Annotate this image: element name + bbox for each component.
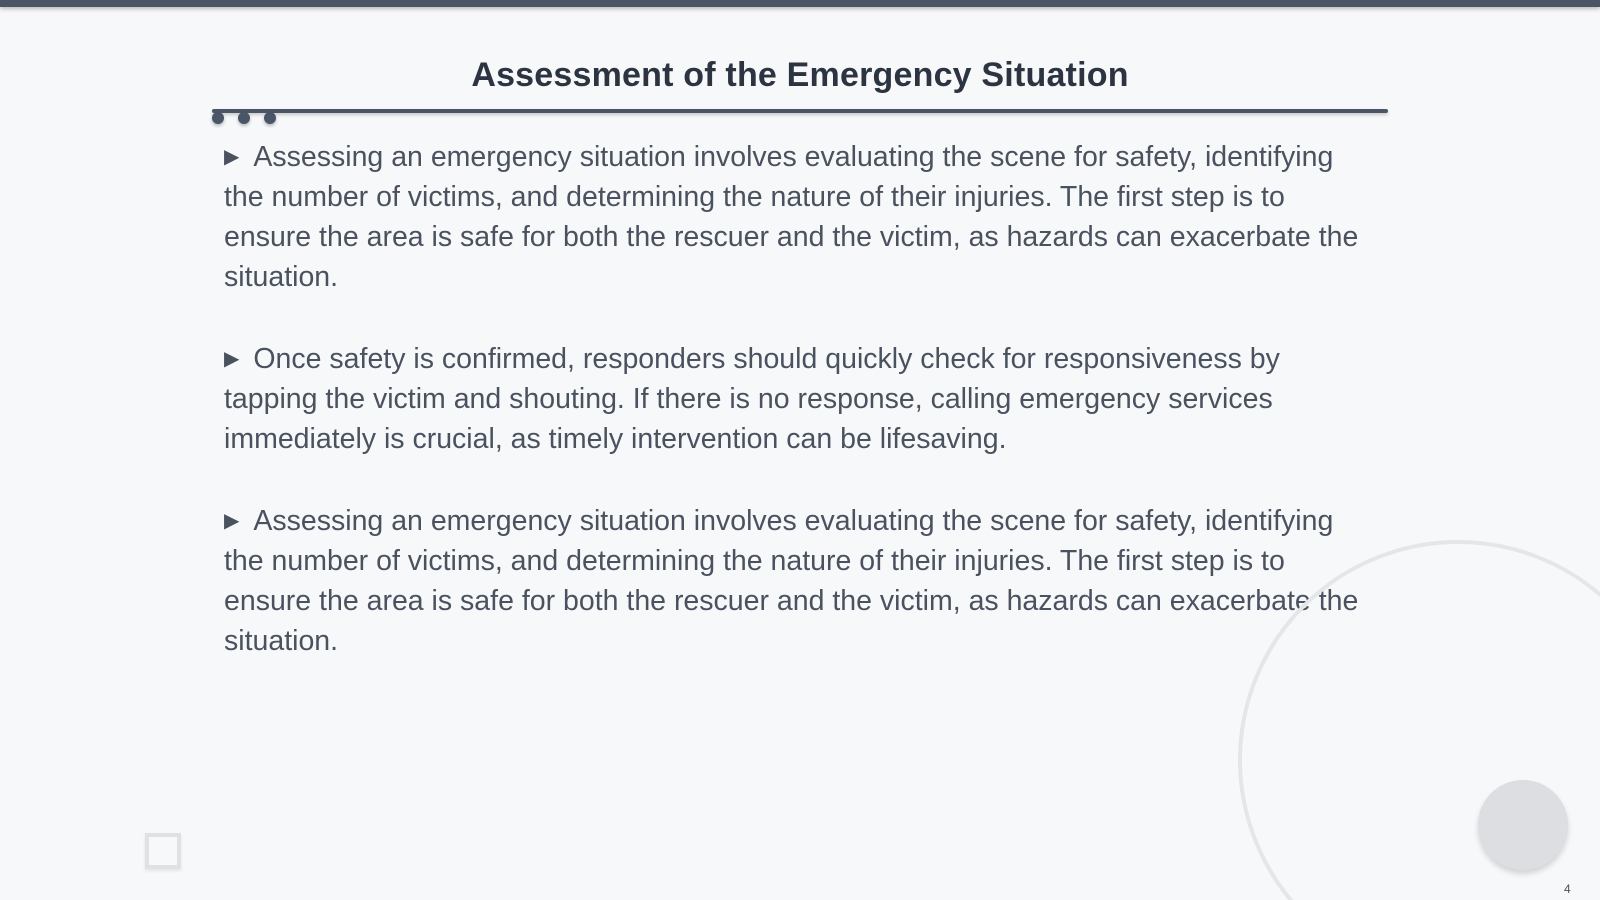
title-underline <box>212 109 1388 113</box>
triangle-right-icon: ▶ <box>224 510 240 532</box>
bullet-item-1 <box>224 137 1374 297</box>
page-number: 4 <box>1564 882 1571 896</box>
triangle-right-icon: ▶ <box>224 146 240 168</box>
bullet-item-3 <box>224 501 1374 661</box>
decorative-dot-3 <box>264 112 276 124</box>
bullet-text-2: Once safety is confirmed, responders should quickly check for responsiveness by tapping the victim and shouting. If there is no response, calling emergency services immediately is crucial, as timely intervention can be lifesaving. <box>224 343 1280 455</box>
slide-title: Assessment of the Emergency Situation <box>471 56 1129 94</box>
bullet-text-1: Assessing an emergency situation involves evaluating the scene for safety, identifying the number of victims, and determining the nature of their injuries. The first step is to ensure the area is safe for both the rescuer and the victim, as hazards can exacerbate the situation. <box>224 141 1359 293</box>
decorative-dot-2 <box>238 112 250 124</box>
top-accent-bar <box>0 0 1600 7</box>
decorative-circle <box>1478 780 1568 870</box>
triangle-right-icon: ▶ <box>224 348 240 370</box>
decorative-dot-1 <box>212 112 224 124</box>
bullet-list <box>224 137 1374 703</box>
bullet-text-3: Assessing an emergency situation involves evaluating the scene for safety, identifying the number of victims, and determining the nature of their injuries. The first step is to ensure the area is safe for both the rescuer and the victim, as hazards can exacerbate the situation. <box>224 505 1359 657</box>
decorative-square <box>145 833 181 869</box>
bullet-item-2 <box>224 339 1374 459</box>
